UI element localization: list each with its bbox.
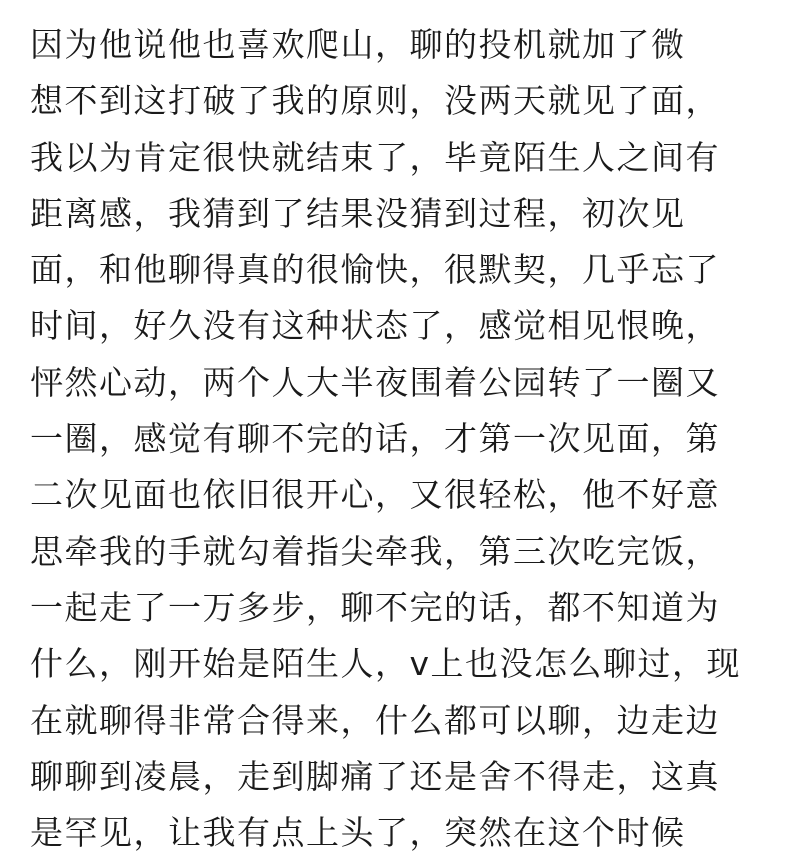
text-line: 面，和他聊得真的很愉快，很默契，几乎忘了 <box>30 250 720 290</box>
text-line: 想不到这打破了我的原则，没两天就见了面， <box>30 81 720 121</box>
text-line: 怦然心动，两个人大半夜围着公园转了一圈又 <box>30 362 720 402</box>
text-line: 二次见面也依旧很开心，又很轻松，他不好意 <box>30 475 720 515</box>
text-line: 一起走了一万多步，聊不完的话，都不知道为 <box>30 587 720 627</box>
text-line: 一圈，感觉有聊不完的话，才第一次见面，第 <box>30 419 720 459</box>
text-line: 是罕见，让我有点上头了，突然在这个时候 <box>30 813 686 853</box>
text-line: 思牵我的手就勾着指尖牵我，第三次吃完饭， <box>30 531 720 571</box>
text-line: 聊聊到凌晨，走到脚痛了还是舍不得走，这真 <box>30 756 720 796</box>
text-line: 在就聊得非常合得来，什么都可以聊，边走边 <box>30 700 720 740</box>
text-line: 什么，刚开始是陌生人，v上也没怎么聊过，现 <box>30 644 742 684</box>
text-line: 时间，好久没有这种状态了，感觉相见恨晚， <box>30 306 720 346</box>
text-line: 因为他说他也喜欢爬山，聊的投机就加了微 <box>30 25 686 64</box>
text-line: 距离感，我猜到了结果没猜到过程，初次见 <box>30 193 686 233</box>
text-line: 我以为肯定很快就结束了，毕竟陌生人之间有 <box>30 137 720 177</box>
post-body <box>30 17 770 861</box>
